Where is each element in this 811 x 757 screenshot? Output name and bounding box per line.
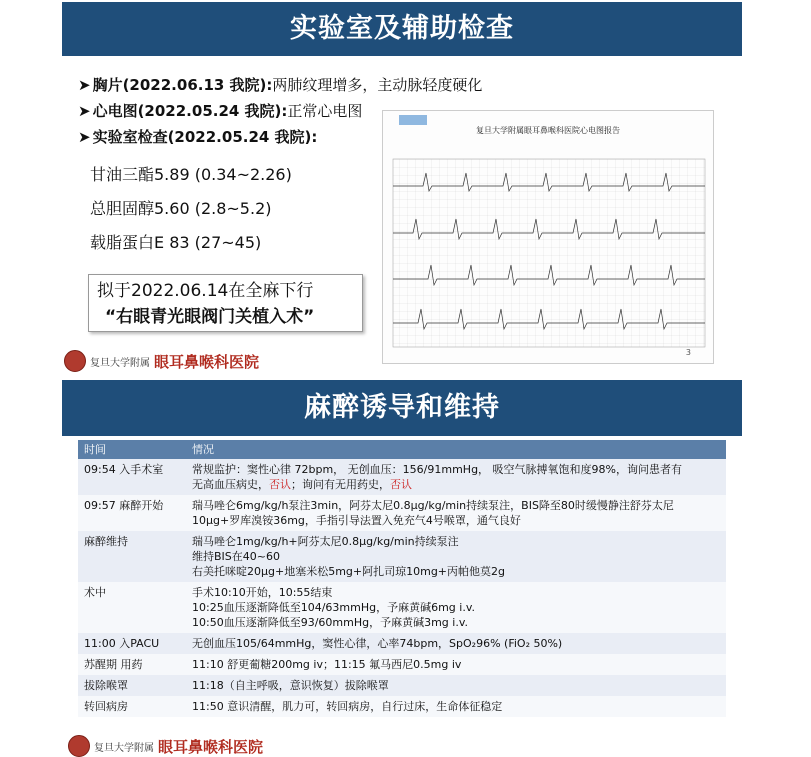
event-time: 苏醒期 用药 [78,654,186,675]
event-details [186,459,726,495]
finding-label: 胸片(2022.06.13 我院): [92,76,273,94]
detail-line [192,498,720,513]
event-details [186,696,726,717]
section-title-banner [62,2,742,56]
hospital-seal-icon [64,350,86,372]
anesthesia-table [78,440,726,717]
ecg-report-image [382,110,714,364]
detail-line [192,636,720,651]
finding-label: 实验室检查(2022.05.24 我院): [92,128,318,146]
detail-text: 瑞马唑仑6mg/kg/h泵注3min，阿芬太尼0.8μg/kg/min持续泵注，BIS降至80时缓慢静注舒芬太尼 [192,499,674,512]
table-row [78,582,726,633]
hospital-name: 眼耳鼻喉科医院 [154,352,260,371]
event-time: 09:57 麻醉开始 [78,495,186,531]
detail-line [192,615,720,630]
detail-text: 11:10 舒更葡糖200mg iv；11:15 氟马西尼0.5mg iv [192,658,462,671]
denial-text: 否认 [269,478,291,491]
finding-item [78,72,482,98]
finding-text: 正常心电图 [287,102,363,120]
detail-text: 11:18（自主呼吸，意识恢复）拔除喉罩 [192,679,389,692]
ecg-page-number: 3 [685,348,691,357]
detail-text: 瑞马唑仑1mg/kg/h+阿芬太尼0.8μg/kg/min持续泵注 [192,535,459,548]
event-time: 09:54 入手术室 [78,459,186,495]
event-details [186,495,726,531]
ecg-trace-icon [383,111,713,363]
table-row [78,531,726,582]
arrow-bullet-icon: ➤ [78,102,91,120]
finding-label: 心电图(2022.05.24 我院): [92,102,288,120]
column-header-time: 时间 [78,440,186,459]
detail-line [192,549,720,564]
section-title-banner [62,380,742,436]
table-row [78,459,726,495]
lab-result: 甘油三酯5.89 (0.34~2.26) [90,165,292,184]
event-time: 麻醉维持 [78,531,186,582]
event-time: 11:00 入PACU [78,633,186,654]
table-row [78,495,726,531]
event-time: 术中 [78,582,186,633]
detail-line [192,657,720,672]
lab-results [90,158,292,260]
section-title: 麻醉诱导和维持 [304,392,500,423]
table-row [78,675,726,696]
lab-result: 总胆固醇5.60 (2.8~5.2) [90,199,272,218]
detail-text: 常规监护：窦性心律 72bpm， 无创血压：156/91mmHg， 吸空气脉搏氧饱和度98%，询问患者有 [192,463,682,476]
university-name: 复旦大学附属 [94,742,154,754]
table-row [78,696,726,717]
detail-line [192,600,720,615]
detail-text: ；询问有无用药史， [291,478,390,491]
event-time: 拔除喉罩 [78,675,186,696]
surgery-name: “右眼青光眼阀门关植入术” [105,307,315,327]
table-row [78,654,726,675]
detail-line [192,699,720,714]
detail-line [192,585,720,600]
event-details [186,582,726,633]
detail-text: 11:50 意识清醒，肌力可，转回病房，自行过床，生命体征稳定 [192,700,503,713]
detail-text: 无高血压病史， [192,478,269,491]
finding-text: 两肺纹理增多，主动脉轻度硬化 [272,76,483,94]
column-header-status: 情况 [186,440,726,459]
event-details [186,633,726,654]
detail-text: 维持BIS在40~60 [192,550,280,563]
event-details [186,675,726,696]
detail-text: 10:50血压逐渐降低至93/60mmHg，予麻黄碱3mg i.v. [192,616,468,629]
table-header-row [78,440,726,459]
arrow-bullet-icon: ➤ [78,128,91,146]
detail-text: 右美托咪啶20μg+地塞米松5mg+阿扎司琼10mg+丙帕他莫2g [192,565,505,578]
hospital-logo [64,350,259,372]
table-row [78,633,726,654]
detail-text: 10μg+罗库溴铵36mg，手指引导法置入免充气4号喉罩，通气良好 [192,514,521,527]
surgery-plan-box [88,274,363,332]
arrow-bullet-icon: ➤ [78,76,91,94]
hospital-seal-icon [68,735,90,757]
denial-text: 否认 [390,478,412,491]
detail-line [192,477,720,492]
detail-line [192,513,720,528]
detail-text: 无创血压105/64mmHg，窦性心律，心率74bpm，SpO₂96% (FiO₂ 50%) [192,637,563,650]
ecg-report-title: 复旦大学附属眼耳鼻喉科医院心电图报告 [476,126,620,135]
hospital-logo [68,735,263,757]
lab-result: 载脂蛋白E 83 (27~45) [90,233,262,252]
detail-line [192,678,720,693]
university-name: 复旦大学附属 [90,357,150,369]
event-details [186,654,726,675]
detail-line [192,564,720,579]
section-title: 实验室及辅助检查 [290,13,514,44]
detail-text: 手术10:10开始，10:55结束 [192,586,333,599]
detail-line [192,462,720,477]
hospital-name: 眼耳鼻喉科医院 [158,737,264,756]
detail-text: 10:25血压逐渐降低至104/63mmHg，予麻黄碱6mg i.v. [192,601,475,614]
surgery-plan-line: 拟于2022.06.14在全麻下行 [97,281,314,301]
detail-line [192,534,720,549]
event-time: 转回病房 [78,696,186,717]
event-details [186,531,726,582]
